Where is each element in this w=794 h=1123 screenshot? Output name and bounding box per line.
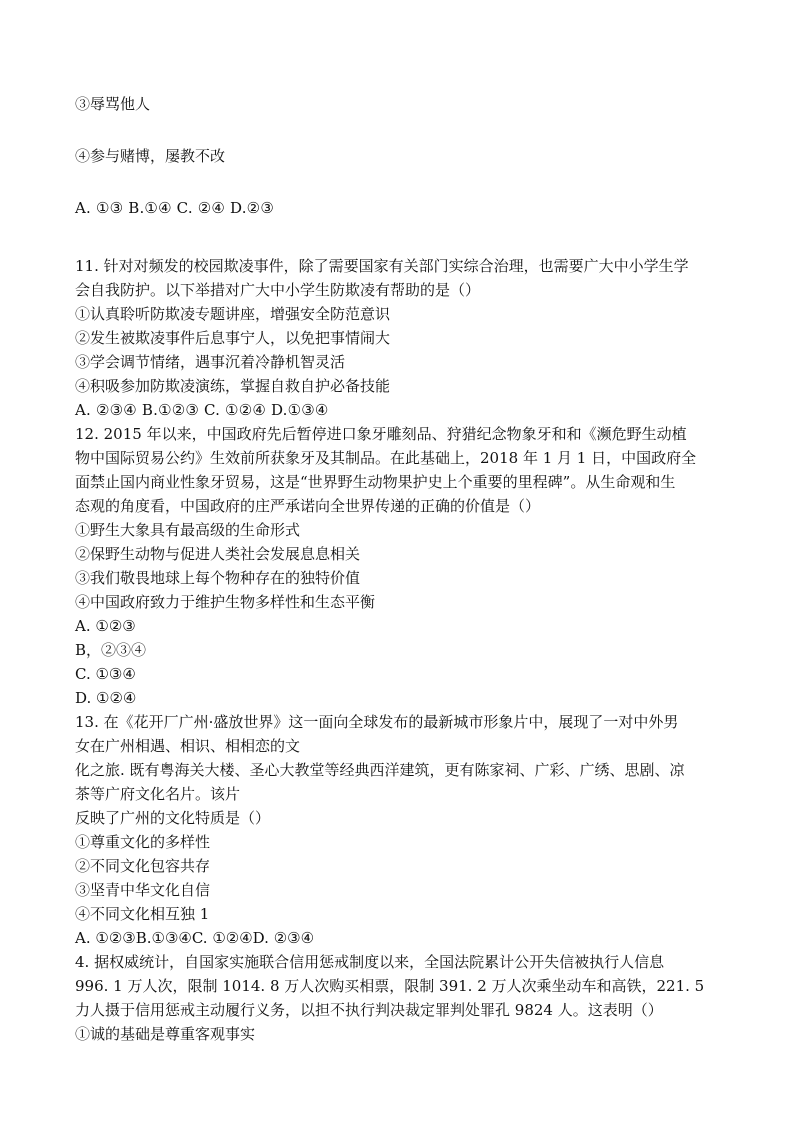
answer-choices: A. ①②③B.①③④C. ①②④D. ②③④ [75, 929, 315, 947]
question-stem: 会自我防护。以下举措对广大中小学生防欺凌有帮助的是（） [75, 281, 481, 299]
question-stem: 面禁止国内商业性象牙贸易，这是“世界野生动物果护史上个重要的里程碑”。从生命观和生 [75, 473, 676, 491]
question-stem: 女在广州相遇、相识、相相恋的文 [75, 737, 301, 755]
question-stem: 茶等广府文化名片。该片 [75, 785, 241, 803]
question-stem: 物中国际贸易公约》生效前所获象牙及其制品。在此基础上，2018 年 1 月 1 日，中国政府全 [75, 449, 697, 467]
document-page [75, 92, 725, 1046]
option-line: ②不同文化包容共存 [75, 857, 211, 875]
question-stem: 反映了广州的文化特质是（） [75, 809, 271, 827]
question-stem: 11. 针对对频发的校园欺凌事件，除了需要国家有关部门实综合治理，也需要广大中小学生学 [75, 257, 689, 275]
question-stem: 化之旅. 既有粤海关大楼、圣心大教堂等经典西洋建筑，更有陈家祠、广彩、广绣、思剧、凉 [75, 761, 685, 779]
option-line: ①尊重文化的多样性 [75, 833, 211, 851]
option-line: ③辱骂他人 [75, 95, 151, 113]
answer-choices: A. ②③④ B.①②③ C. ①②④ D.①③④ [75, 401, 329, 419]
option-line: ③学会调节情绪，遇事沉着冷静机智灵活 [75, 353, 346, 371]
answer-choice-d: D. ①②④ [75, 689, 137, 707]
answer-choice-c: C. ①③④ [75, 665, 136, 683]
answer-choices: A. ①③ B.①④ C. ②④ D.②③ [75, 199, 274, 217]
option-line: ④参与赌博，屡教不改 [75, 147, 226, 165]
option-line: ④中国政府致力于维护生物多样性和生态平衡 [75, 593, 376, 611]
question-11 [75, 254, 725, 422]
question-stem: 13. 在《花开厂广州·盛放世界》这一面向全球发布的最新城市形象片中，展现了一对中外男 [75, 713, 679, 731]
question-13 [75, 710, 725, 950]
answer-choice-a: A. ①②③ [75, 617, 136, 635]
question-stem: 4. 据权威统计，自国家实施联合信用惩戒制度以来，全国法院累计公开失信被执行人信息 [75, 953, 665, 971]
option-line: ③坚青中华文化自信 [75, 881, 211, 899]
option-line: ④不同文化相互独 1 [75, 905, 210, 923]
question-12 [75, 422, 725, 710]
question-stem: 12. 2015 年以来，中国政府先后暂停进口象牙雕刻品、狩猎纪念物象牙和和《濒危野生动植 [75, 425, 687, 443]
question-stem: 力人摄于信用惩戒主动履行义务，以担不执行判决裁定罪判处罪孔 9824 人。这表明（） [75, 1001, 663, 1019]
question-14 [75, 950, 725, 1046]
spacer [75, 220, 725, 254]
option-line: ③我们敬畏地球上每个物种存在的独特价值 [75, 569, 361, 587]
option-line: ②保野生动物与促进人类社会发展息息相关 [75, 545, 361, 563]
option-line: ①认真聆听防欺凌专题讲座，增强安全防范意识 [75, 305, 391, 323]
option-line: ①诚的基础是尊重客观事实 [75, 1025, 256, 1043]
option-line: ①野生大象具有最高级的生命形式 [75, 521, 301, 539]
question-stem: 态观的角度看，中国政府的庄严承诺向全世界传递的正确的价值是（） [75, 497, 541, 515]
option-line: ④积吸参加防欺凌演练，掌握自救自护必备技能 [75, 377, 391, 395]
question-stem: 996. 1 万人次，限制 1014. 8 万人次购买相票，限制 391. 2 万人次乘坐动车和高铁，221. 5 [75, 977, 705, 995]
answer-choice-b: B，②③④ [75, 641, 147, 659]
option-line: ②发生被欺凌事件后息事宁人，以免把事情闹大 [75, 329, 391, 347]
